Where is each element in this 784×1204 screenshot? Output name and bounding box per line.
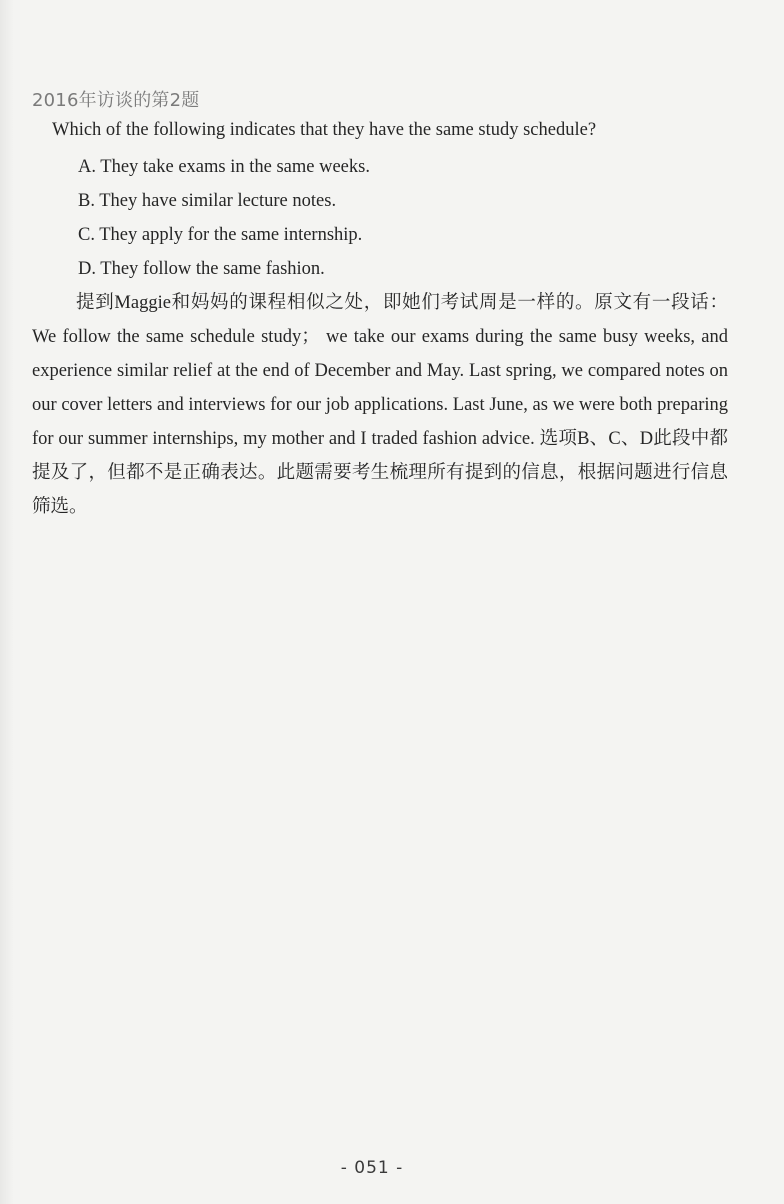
option-d: D. They follow the same fashion. [78,259,325,279]
answer-options [78,154,370,290]
page-edge-shadow [0,0,14,1204]
option-b: B. They have similar lecture notes. [78,191,337,211]
explanation-paragraph: 提到Maggie和妈妈的课程相似之处，即她们考试周是一样的。原文有一段话：We follow the same schedule study； we take our exams during the same busy weeks, and experience similar relief at the end of December and May. Last spring, we compared notes on our cover letters and interviews for our job applications. Last June, as we were both preparing for our summer internships, my mother and I traded fashion advice. 选项B、C、D此段中都提及了，但都不是正确表达。此题需要考生梳理所有提到的信息，根据问题进行信息筛选。 [32,293,728,517]
option-c: C. They apply for the same internship. [78,225,363,245]
question-text: Which of the following indicates that they have the same study schedule? [52,120,597,140]
page-number: - 051 - [340,1158,404,1178]
option-a: A. They take exams in the same weeks. [78,157,370,177]
section-heading: 2016年访谈的第2题 [32,90,200,111]
